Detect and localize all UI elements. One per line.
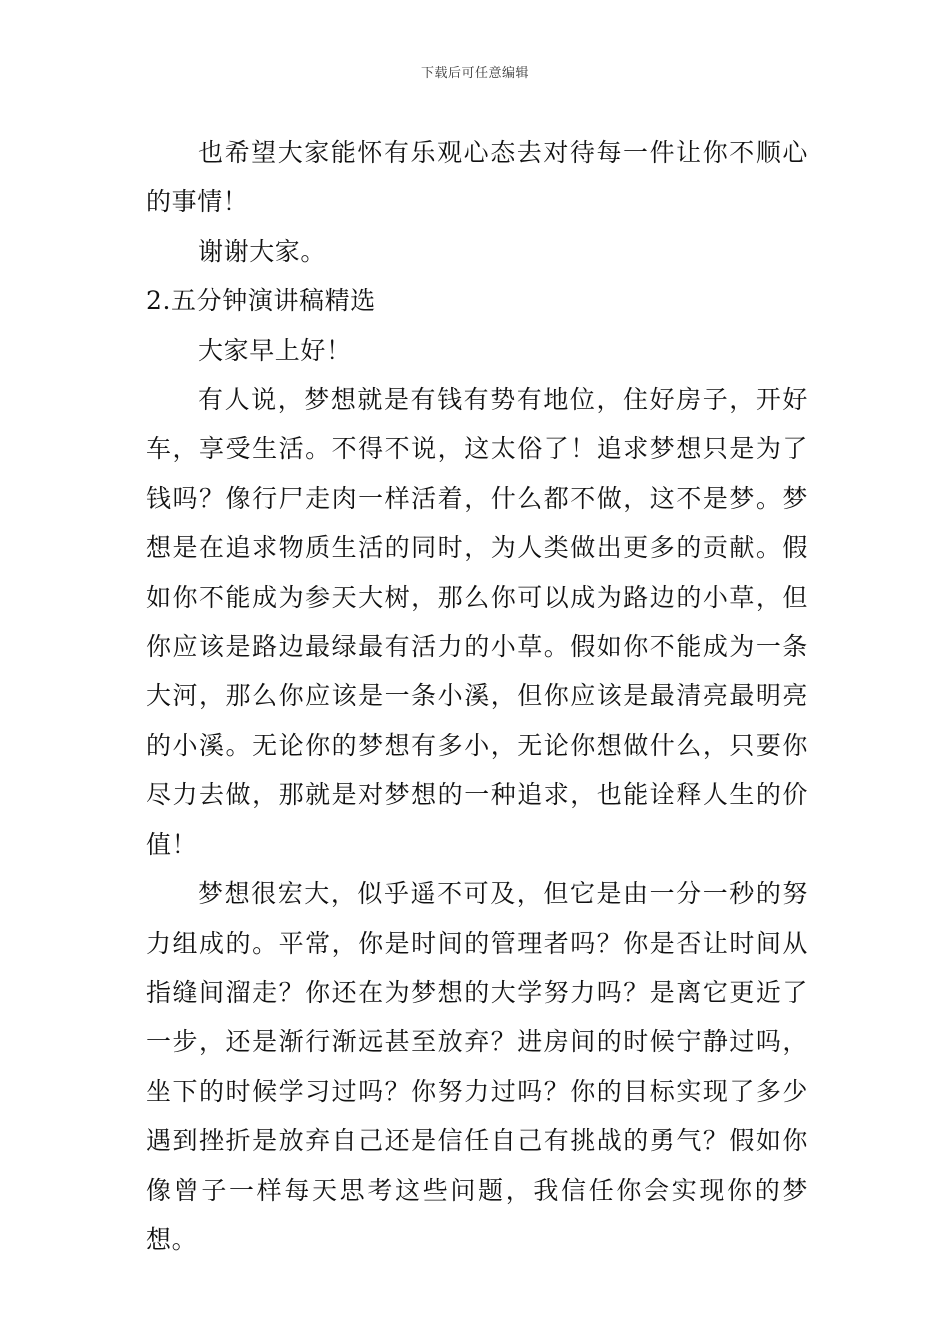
page-header-note: 下载后可任意编辑 — [420, 66, 529, 81]
section-heading: 2.五分钟演讲稿精选 — [146, 286, 376, 316]
paragraph-dream-effort: 梦想很宏大，似乎遥不可及，但它是由一分一秒的努力组成的。平常，你是时间的管理者吗？你是否让时间从指缝间溜走？你还在为梦想的大学努力吗？是离它更近了一步，还是渐行渐远甚至放弃？进房间的时候宁静过吗，坐下的时候学习过吗？你努力过吗？你的目标实现了多少遇到挫折是放弃自己还是信任自己有挑战的勇气？假如你像曾子一样每天思考这些问题，我信任你会实现你的梦想。 — [146, 879, 808, 1254]
paragraph-greeting: 大家早上好！ — [198, 335, 352, 365]
paragraph-thanks: 谢谢大家。 — [198, 236, 327, 266]
paragraph-dream-definition: 有人说，梦想就是有钱有势有地位，住好房子，开好车，享受生活。不得不说，这太俗了！追求梦想只是为了钱吗？像行尸走肉一样活着，什么都不做，这不是梦。梦想是在追求物质生活的同时，为人类做出更多的贡献。假如你不能成为参天大树，那么你可以成为路边的小草，但你应该是路边最绿最有活力的小草。假如你不能成为一条大河，那么你应该是一条小溪，但你应该是最清亮最明亮的小溪。无论你的梦想有多小，无论你想做什么，只要你尽力去做，那就是对梦想的一种追求，也能诠释人生的价值！ — [146, 385, 808, 859]
document-body — [146, 128, 808, 1264]
paragraph-closing-wish: 也希望大家能怀有乐观心态去对待每一件让你不顺心的事情！ — [146, 138, 808, 217]
